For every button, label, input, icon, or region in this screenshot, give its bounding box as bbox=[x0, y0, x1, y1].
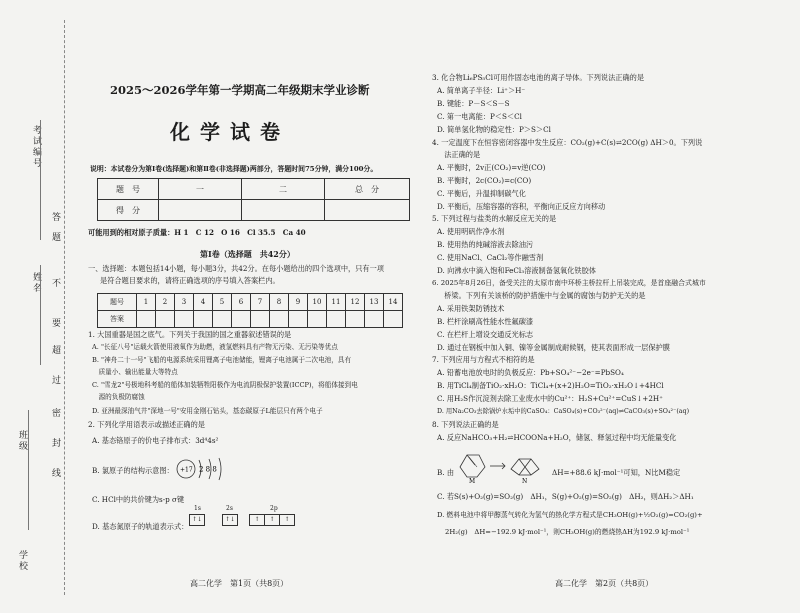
q6-option: C. 在栏杆上增设交通反光标志 bbox=[437, 330, 534, 339]
nucleus-charge: +17 bbox=[180, 466, 193, 474]
question-number: 3 bbox=[175, 294, 194, 311]
q2-option-c: C. HCl中的共价键为s-p σ键 bbox=[92, 495, 185, 504]
orbital-box: ↑ bbox=[264, 514, 280, 526]
answer-header: 答案 bbox=[98, 311, 137, 328]
q7-option: C. 用H₂S作沉淀剂去除工业废水中的Cu²⁺：H₂S+Cu²⁺=CuS↓+2H⁺ bbox=[437, 394, 663, 403]
subject-title: 化学试卷 bbox=[170, 120, 290, 144]
question-number: 4 bbox=[194, 294, 213, 311]
instructions: 说明：本试卷分为第Ⅰ卷(选择题)和第Ⅱ卷(非选择题)两部分，答题时间75分钟，满分100分。 bbox=[90, 165, 378, 173]
q4-option: A. 平衡时，2v正(CO₂)=v逆(CO) bbox=[437, 163, 546, 172]
exam-number-label: 考试编号 bbox=[31, 125, 41, 169]
q1-option: B. "神舟二十一号"飞船的电源系统采用锂离子电池储能，锂离子电池属于二次电池，具有 bbox=[92, 356, 352, 364]
q5-option: C. 使用NaCl、CaCl₂等作融雪剂 bbox=[437, 253, 544, 262]
question-number: 12 bbox=[346, 294, 365, 311]
q4-stem: 4. 一定温度下在恒容密闭容器中发生反应：CO₂(g)+C(s)⇌2CO(g) ΔH＞0。下列说 bbox=[432, 138, 703, 147]
score-input[interactable] bbox=[325, 200, 410, 221]
binding-margin bbox=[0, 0, 60, 613]
answer-cell[interactable] bbox=[289, 311, 308, 328]
q7-option: A. 铅蓄电池放电时的负极反应：Pb+SO₄²⁻−2e⁻=PbSO₄ bbox=[437, 368, 624, 377]
q3-option: D. 简单氢化物的稳定性：P＞S＞Cl bbox=[437, 125, 551, 134]
score-cell: 总 分 bbox=[325, 179, 410, 200]
norbornadiene-reaction-diagram bbox=[455, 447, 545, 483]
q2-stem: 2. 下列化学用语表示或描述正确的是 bbox=[88, 420, 205, 429]
q3-option: A. 简单离子半径：Li⁺＞H⁻ bbox=[437, 86, 526, 95]
name-label: 姓名 bbox=[31, 272, 41, 294]
question-number: 5 bbox=[213, 294, 232, 311]
q6-stem-cont: 桥梁。下列有关该桥的防护措施中与金属的腐蚀与防护无关的是 bbox=[437, 291, 646, 300]
q5-stem: 5. 下列过程与盐类的水解反应无关的是 bbox=[432, 214, 557, 223]
q2-option-a: A. 基态铬原子的价电子排布式：3d⁴4s² bbox=[92, 436, 219, 445]
q2-option-d: D. 基态氮原子的轨道表示式： bbox=[92, 522, 189, 531]
question-number: 1 bbox=[137, 294, 156, 311]
seal-char: 密 bbox=[50, 408, 60, 419]
score-cell: 题 号 bbox=[98, 179, 159, 200]
q8-option-b-prefix: B. 由 bbox=[437, 468, 455, 477]
q3-stem: 3. 化合物Li₆PS₅Cl可用作固态电池的离子导体。下列说法正确的是 bbox=[432, 73, 645, 82]
answer-cell[interactable] bbox=[213, 311, 232, 328]
q6-option: D. 通过在钢板中加入铜、镍等金属制成耐候钢，使其表面形成一层保护膜 bbox=[437, 343, 670, 352]
orbital-box: ↑ bbox=[249, 514, 265, 526]
question-number: 9 bbox=[289, 294, 308, 311]
q7-option: D. 用Na₂CO₃去除锅炉水垢中的CaSO₄：CaSO₄(s)+CO₃²⁻(aq)⇌CaCO₃(s)+SO₄²⁻(aq) bbox=[437, 408, 690, 415]
q1-option: D. 亚洲最深油气井"深地一号"安用金刚石钻头，基态碳原子L能层只有两个电子 bbox=[92, 407, 323, 415]
answer-cell[interactable] bbox=[327, 311, 346, 328]
answer-cell[interactable] bbox=[156, 311, 175, 328]
answer-cell[interactable] bbox=[365, 311, 384, 328]
q6-option: A. 采用铁架防锈技术 bbox=[437, 304, 505, 313]
score-cell: 得 分 bbox=[98, 200, 159, 221]
q8-option-d: D. 燃料电池中将甲醇蒸气转化为氢气的热化学方程式是CH₃OH(g)+½O₂(g)=CO₂(g)+ bbox=[437, 511, 703, 519]
q1-option: C. "雪龙2"号极地科考船的船体加装牺牲阳极作为电流阴极保护装置(ICCP)，将船体接到电 bbox=[92, 381, 358, 389]
orbital-label: 2s bbox=[226, 505, 233, 512]
molecule-label-n: N bbox=[522, 478, 528, 483]
seal-char: 答 bbox=[50, 212, 60, 223]
q1-option: 源的负极防腐蚀 bbox=[92, 393, 145, 401]
chlorine-structure-diagram bbox=[175, 456, 235, 482]
answer-cell[interactable] bbox=[232, 311, 251, 328]
question-number: 6 bbox=[232, 294, 251, 311]
q7-option: B. 用TiCl₄制备TiO₂·xH₂O：TiCl₄+(x+2)H₂O=TiO₂·xH₂O↓+4HCl bbox=[437, 381, 664, 390]
q8-stem: 8. 下列说法正确的是 bbox=[432, 420, 499, 429]
answer-cell[interactable] bbox=[251, 311, 270, 328]
q3-option: C. 第一电离能：P＜S＜Cl bbox=[437, 112, 522, 121]
mcq-instructions: 一、选择题：本题包括14小题，每小题3分，共42分。在每小题给出的四个选项中，只有一项 bbox=[88, 264, 384, 273]
class-label: 班级 bbox=[17, 430, 27, 452]
q1-stem: 1. 大国重器是国之底气。下列关于我国的国之重器叙述错误的是 bbox=[88, 330, 292, 339]
question-number: 11 bbox=[327, 294, 346, 311]
exam-title: 2025～2026学年第一学期高二年级期末学业诊断 bbox=[110, 83, 370, 97]
question-number: 2 bbox=[156, 294, 175, 311]
question-number: 13 bbox=[365, 294, 384, 311]
seal-char: 要 bbox=[50, 318, 60, 329]
score-input[interactable] bbox=[242, 200, 325, 221]
question-number: 10 bbox=[308, 294, 327, 311]
atomic-masses: 可能用到的相对原子质量：H 1 C 12 O 16 Cl 35.5 Ca 40 bbox=[88, 228, 306, 237]
q1-option: A. "长征八号"运载火箭使用液氧作为助燃，液氢燃料具有产物无污染、无污染等优点 bbox=[92, 343, 338, 351]
score-cell: 一 bbox=[159, 179, 242, 200]
orbital-label: 1s bbox=[194, 505, 201, 512]
school-label: 学校 bbox=[17, 550, 27, 572]
q7-stem: 7. 下列应用与方程式不相符的是 bbox=[432, 355, 535, 364]
orbital-label: 2p bbox=[270, 505, 278, 512]
q3-option: B. 键能：P－S＜S－S bbox=[437, 99, 510, 108]
question-number: 14 bbox=[384, 294, 403, 311]
seal-char: 封 bbox=[50, 438, 60, 449]
q6-stem: 6. 2025年8月26日，备受关注的太原市南中环桥主桥拉杆上吊装完成，是首座融合式城市 bbox=[432, 279, 706, 287]
answer-cell[interactable] bbox=[308, 311, 327, 328]
question-number: 8 bbox=[270, 294, 289, 311]
answer-cell[interactable] bbox=[384, 311, 403, 328]
seal-char: 过 bbox=[50, 375, 60, 386]
orbital-box: ↑↓ bbox=[222, 514, 238, 526]
score-cell: 二 bbox=[242, 179, 325, 200]
answer-header: 题号 bbox=[98, 294, 137, 311]
seal-char: 不 bbox=[50, 278, 60, 289]
page-footer-right: 高二化学 第2页（共8页） bbox=[555, 579, 654, 588]
q4-option: C. 平衡后，升温抑制碳气化 bbox=[437, 189, 526, 198]
electron-shells: 2 8 8 bbox=[199, 465, 217, 474]
score-table bbox=[97, 178, 410, 221]
answer-cell[interactable] bbox=[346, 311, 365, 328]
q8-option-c: C. 若S(s)+O₂(g)=SO₂(g) ΔH₁，S(g)+O₂(g)=SO₂(g) ΔH₂，则ΔH₂＞ΔH₁ bbox=[437, 492, 694, 501]
page-footer-left: 高二化学 第1页（共8页） bbox=[190, 579, 289, 588]
mcq-instructions: 是符合题目要求的，请将正确选项的序号填入答案栏内。 bbox=[100, 276, 280, 285]
q4-option: B. 平衡时，2c(CO₂)=c(CO) bbox=[437, 176, 532, 185]
seal-char: 超 bbox=[50, 345, 60, 356]
q8-option-b: ΔH=+88.6 kJ·mol⁻¹可知，N比M稳定 bbox=[552, 468, 681, 477]
section1-heading: 第Ⅰ卷（选择题 共42分） bbox=[200, 249, 295, 259]
q1-option: 质量小、输出能量大等特点 bbox=[92, 368, 178, 376]
q8-option-a: A. 反应NaHCO₃+H₂⇌HCOONa+H₂O，储氢、释氢过程中均无能量变化 bbox=[437, 433, 677, 442]
score-input[interactable] bbox=[159, 200, 242, 221]
q8-option-d-cont: 2H₂(g) ΔH=−192.9 kJ·mol⁻¹，则CH₃OH(g)的燃烧热ΔH为192.9 kJ·mol⁻¹ bbox=[445, 528, 690, 536]
answer-cell[interactable] bbox=[194, 311, 213, 328]
q4-option: D. 平衡后，压缩容器的容积，平衡向正反应方向移动 bbox=[437, 202, 606, 211]
q5-option: B. 使用热的纯碱溶液去除油污 bbox=[437, 240, 534, 249]
orbital-box: ↑ bbox=[279, 514, 295, 526]
q4-stem-cont: 法正确的是 bbox=[437, 150, 481, 159]
q6-option: B. 栏杆涂刷高性能水性氟碳漆 bbox=[437, 317, 534, 326]
q2-option-b: B. 氯原子的结构示意图： bbox=[92, 466, 174, 475]
answer-cell[interactable] bbox=[175, 311, 194, 328]
answer-cell[interactable] bbox=[137, 311, 156, 328]
molecule-label-m: M bbox=[469, 478, 476, 483]
seal-char: 题 bbox=[50, 232, 60, 243]
answer-table bbox=[97, 293, 403, 328]
question-number: 7 bbox=[251, 294, 270, 311]
q5-option: D. 向沸水中滴入饱和FeCl₃溶液制备氢氧化铁胶体 bbox=[437, 266, 596, 275]
answer-cell[interactable] bbox=[270, 311, 289, 328]
q5-option: A. 使用明矾作净水剂 bbox=[437, 227, 505, 236]
orbital-box: ↑↓ bbox=[189, 514, 205, 526]
seal-char: 线 bbox=[50, 468, 60, 479]
